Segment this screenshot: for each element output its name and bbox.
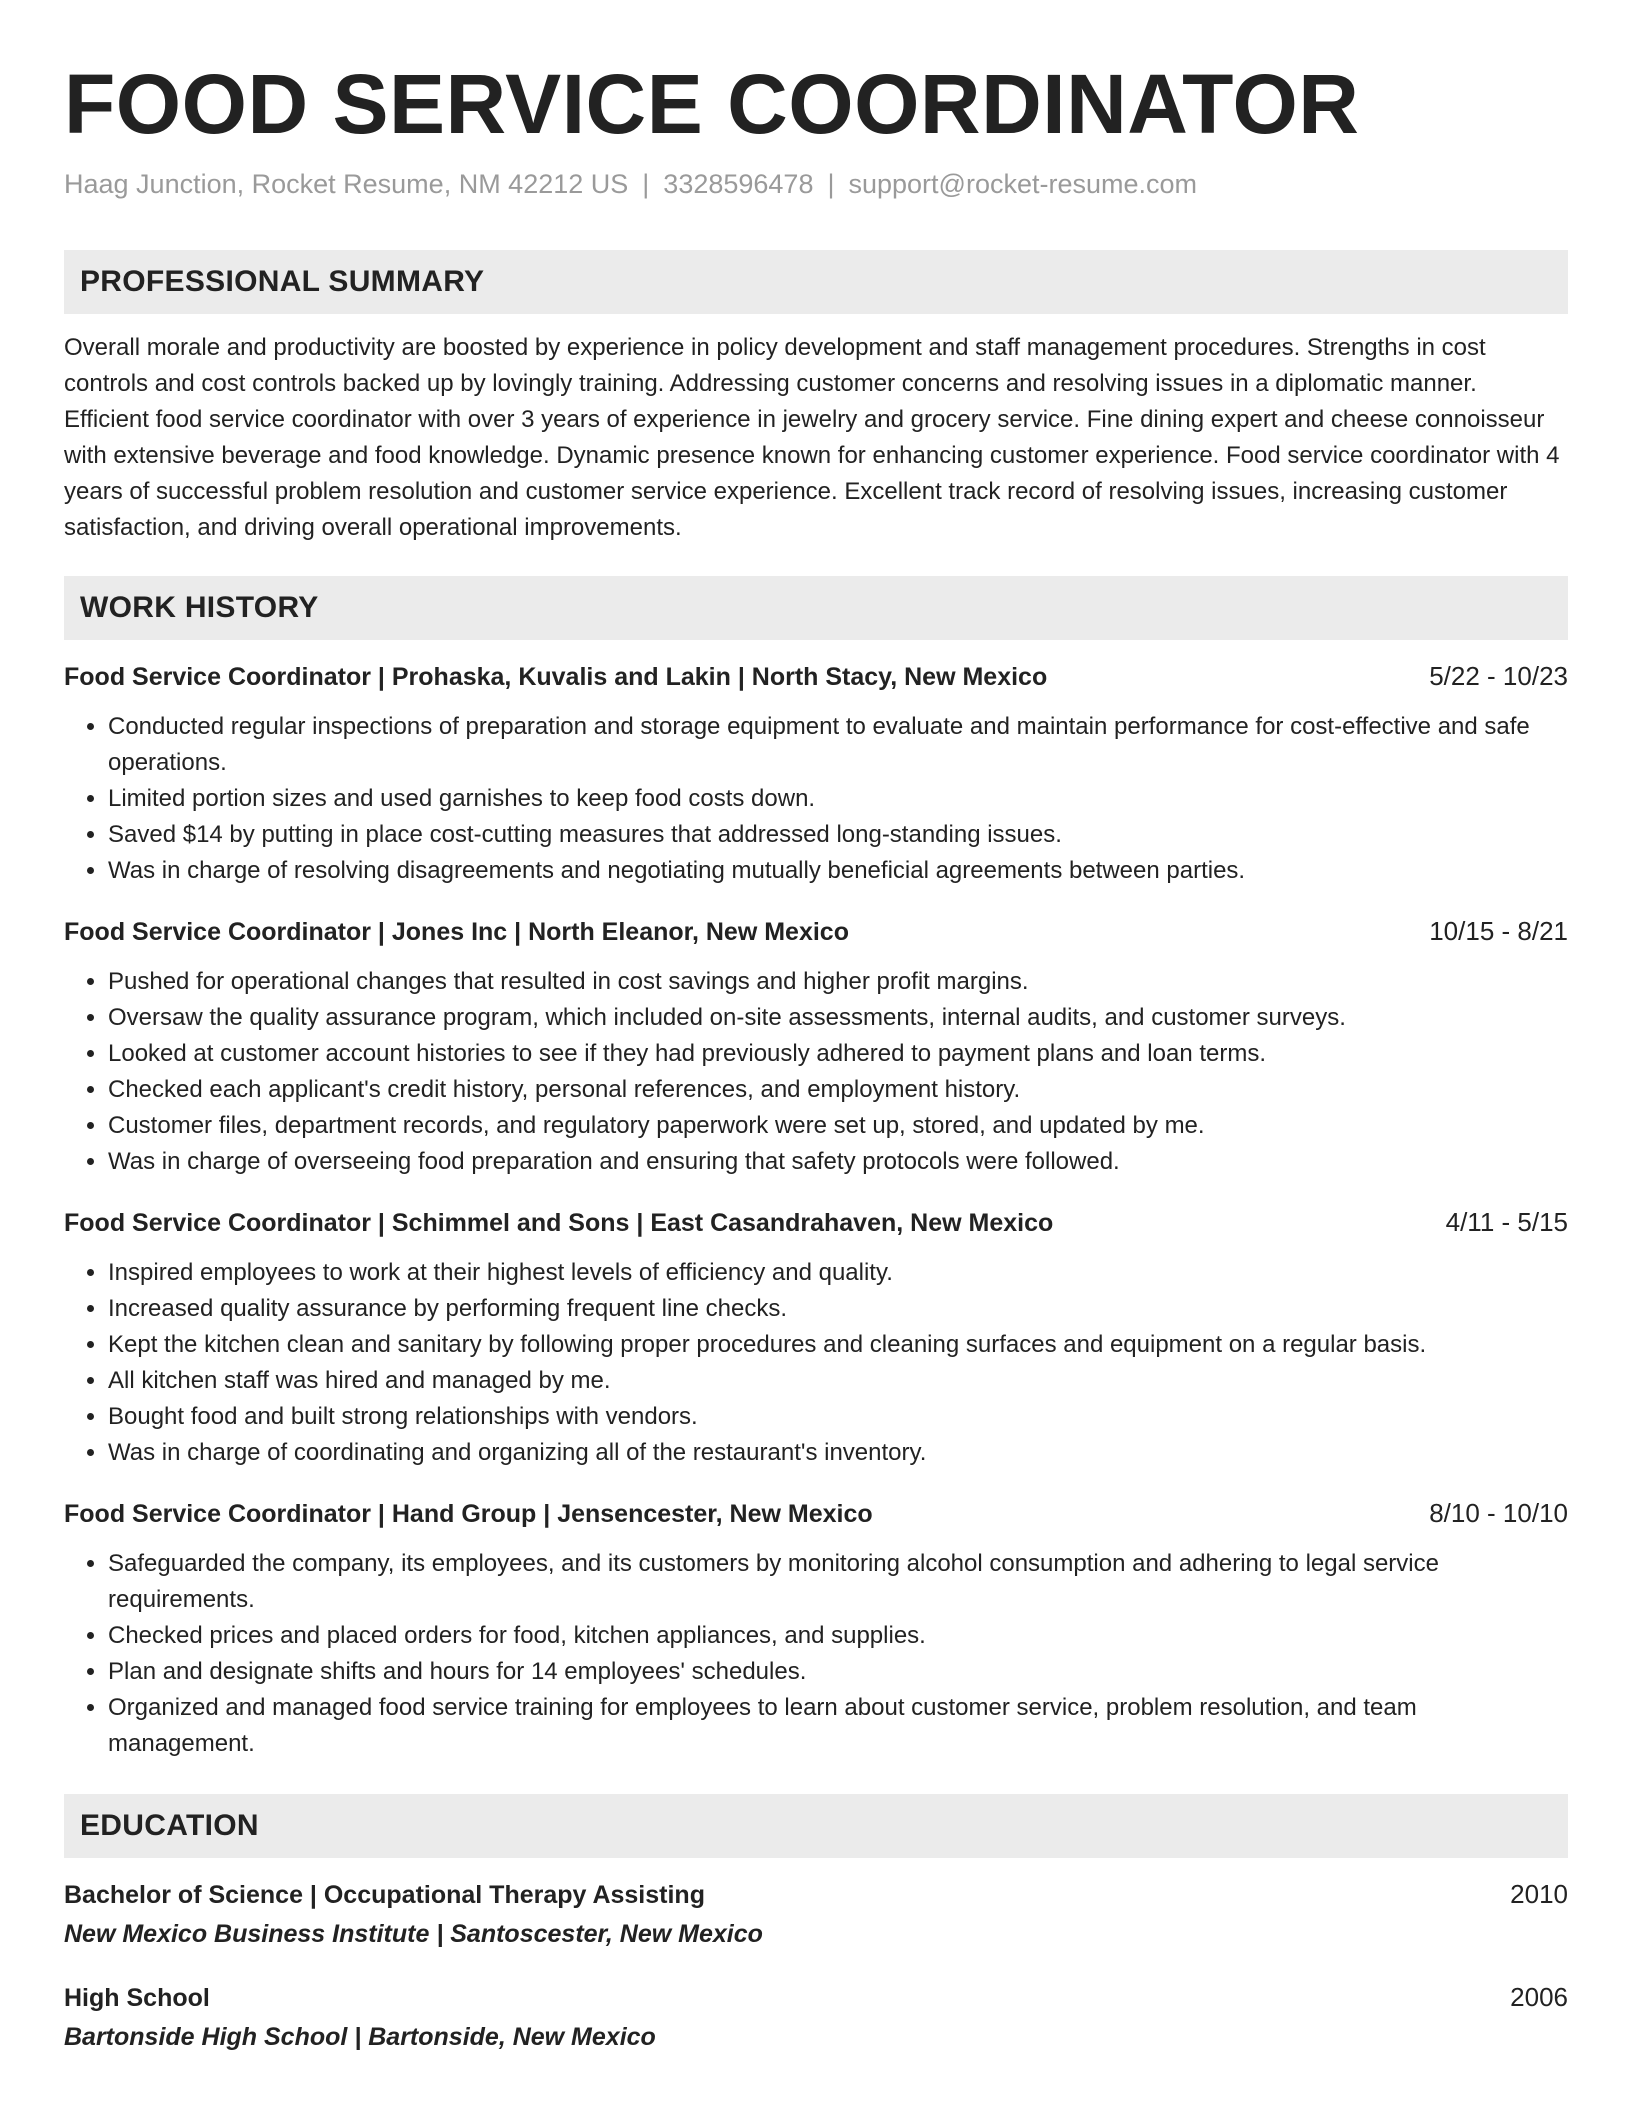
education-year: 2010 [1510, 1879, 1568, 1909]
job-heading-row [64, 658, 1568, 695]
job-dates: 5/22 - 10/23 [1429, 661, 1568, 691]
job-bullet: • Organized and managed food service training for employees to learn about customer service, problem resolution, and team management. [108, 1690, 1568, 1762]
job-entry [64, 658, 1568, 889]
job-bullet: • Checked prices and placed orders for food, kitchen appliances, and supplies. [108, 1618, 1568, 1654]
job-bullet: • Safeguarded the company, its employees, and its customers by monitoring alcohol consumption and adhering to legal service requirements. [108, 1546, 1568, 1618]
job-title: Food Service Coordinator | Hand Group | Jensencester, New Mexico [64, 1500, 873, 1528]
job-dates: 8/10 - 10/10 [1429, 1498, 1568, 1528]
job-bullets [64, 964, 1568, 1180]
job-bullet: • Customer files, department records, and regulatory paperwork were set up, stored, and updated by me. [108, 1108, 1568, 1144]
contact-address: Haag Junction, Rocket Resume, NM 42212 US [64, 169, 629, 199]
education-year: 2006 [1510, 1982, 1568, 2012]
education-degree: High School [64, 1984, 210, 2012]
education-degree: Bachelor of Science | Occupational Therapy Assisting [64, 1881, 705, 1909]
job-bullets [64, 1255, 1568, 1471]
job-bullet: • Oversaw the quality assurance program, which included on-site assessments, internal audits, and customer surveys. [108, 1000, 1568, 1036]
education-heading-row [64, 1876, 1568, 1913]
education-entry [64, 1979, 1568, 2056]
section-header-education: EDUCATION [64, 1794, 1568, 1858]
job-heading-row [64, 913, 1568, 950]
job-dates: 4/11 - 5/15 [1445, 1207, 1568, 1237]
job-entry [64, 913, 1568, 1180]
contact-line [64, 166, 1568, 202]
resume-name-title: FOOD SERVICE COORDINATOR [64, 57, 1360, 151]
job-bullet: • Conducted regular inspections of preparation and storage equipment to evaluate and maintain performance for cost-effective and safe operations. [108, 709, 1568, 781]
job-bullets [64, 1546, 1568, 1762]
contact-email: support@rocket-resume.com [848, 169, 1198, 199]
job-bullet: • Saved $14 by putting in place cost-cutting measures that addressed long-standing issues. [108, 817, 1568, 853]
job-bullet: • Was in charge of overseeing food preparation and ensuring that safety protocols were followed. [108, 1144, 1568, 1180]
job-title: Food Service Coordinator | Schimmel and Sons | East Casandrahaven, New Mexico [64, 1209, 1054, 1237]
education-entry [64, 1876, 1568, 1953]
job-entry [64, 1204, 1568, 1471]
job-bullet: • Kept the kitchen clean and sanitary by following proper procedures and cleaning surfaces and equipment on a regular basis. [108, 1327, 1568, 1363]
job-bullet: • Was in charge of coordinating and organizing all of the restaurant's inventory. [108, 1435, 1568, 1471]
education-school: Bartonside High School | Bartonside, New Mexico [64, 2023, 656, 2051]
job-bullet: • Checked each applicant's credit history, personal references, and employment history. [108, 1072, 1568, 1108]
job-title: Food Service Coordinator | Prohaska, Kuvalis and Lakin | North Stacy, New Mexico [64, 663, 1048, 691]
contact-separator: | [642, 169, 650, 199]
section-header-summary: PROFESSIONAL SUMMARY [64, 250, 1568, 314]
job-dates: 10/15 - 8/21 [1429, 916, 1568, 946]
job-bullet: • Looked at customer account histories to see if they had previously adhered to payment plans and loan terms. [108, 1036, 1568, 1072]
education-school: New Mexico Business Institute | Santoscester, New Mexico [64, 1920, 763, 1948]
job-bullet: • Increased quality assurance by performing frequent line checks. [108, 1291, 1568, 1327]
contact-phone: 3328596478 [663, 169, 814, 199]
job-heading-row [64, 1204, 1568, 1241]
job-bullet: • All kitchen staff was hired and managed by me. [108, 1363, 1568, 1399]
section-header-work-history: WORK HISTORY [64, 576, 1568, 640]
contact-separator: | [827, 169, 835, 199]
job-bullet: • Plan and designate shifts and hours for 14 employees' schedules. [108, 1654, 1568, 1690]
job-heading-row [64, 1495, 1568, 1532]
job-bullet: • Pushed for operational changes that resulted in cost savings and higher profit margins. [108, 964, 1568, 1000]
education-heading-row [64, 1979, 1568, 2016]
job-bullet: • Limited portion sizes and used garnishes to keep food costs down. [108, 781, 1568, 817]
job-title: Food Service Coordinator | Jones Inc | North Eleanor, New Mexico [64, 918, 849, 946]
job-bullet: • Was in charge of resolving disagreements and negotiating mutually beneficial agreements between parties. [108, 853, 1568, 889]
job-bullets [64, 709, 1568, 889]
job-bullet: • Inspired employees to work at their highest levels of efficiency and quality. [108, 1255, 1568, 1291]
job-bullet: • Bought food and built strong relationships with vendors. [108, 1399, 1568, 1435]
job-entry [64, 1495, 1568, 1762]
summary-text: Overall morale and productivity are boosted by experience in policy development and staff management procedures. Strengths in cost controls and cost controls backed up by lovingly training. Addressing customer concerns and resolving issues in a diplomatic manner. Efficient food service coordinator with over 3 years of experience in jewelry and grocery service. Fine dining expert and cheese connoisseur with extensive beverage and food knowledge. Dynamic presence known for enhancing customer experience. Food service coordinator with 4 years of successful problem resolution and customer service experience. Excellent track record of resolving issues, increasing customer satisfaction, and driving overall operational improvements. [64, 334, 1560, 541]
